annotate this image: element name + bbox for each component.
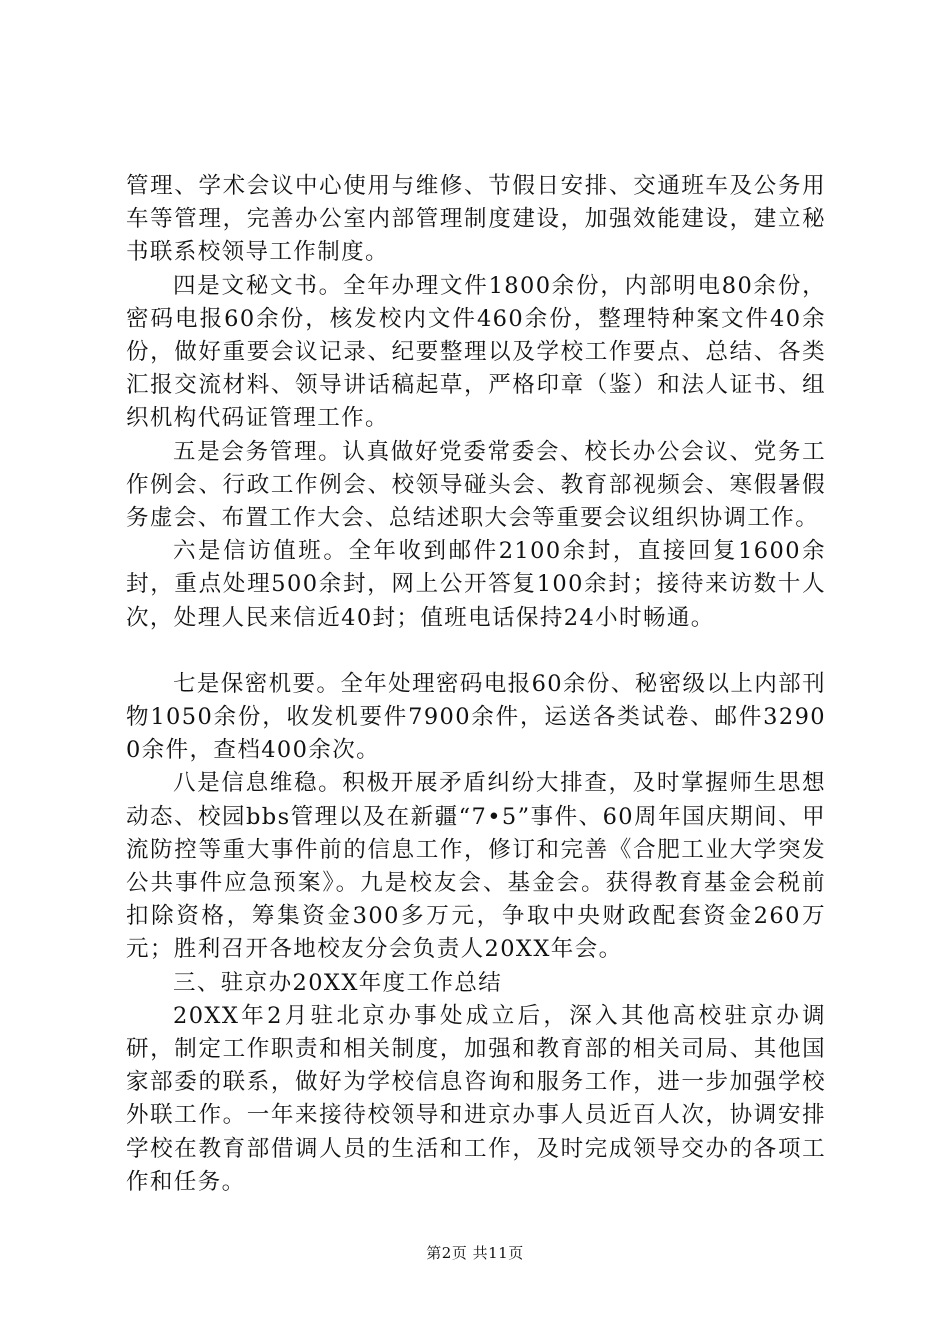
document-body	[126, 170, 826, 1199]
paragraph-meeting-management: 五是会务管理。认真做好党委常委会、校长办公会议、党务工作例会、行政工作例会、校领导碰头会、教育部视频会、寒假暑假务虚会、布置工作大会、总结述职大会等重要会议组织协调工作。	[126, 438, 826, 532]
paragraph-confidential-affairs: 七是保密机要。全年处理密码电报60余份、秘密级以上内部刊物1050余份，收发机要件7900余件，运送各类试卷、邮件32900余件，查档400余次。	[126, 670, 826, 764]
page-number-footer: 第2页 共11页	[426, 1244, 524, 1262]
paragraph-information-stability: 八是信息维稳。积极开展矛盾纠纷大排查，及时掌握师生思想动态、校园bbs管理以及在新疆“7•5”事件、60周年国庆期间、甲流防控等重大事件前的信息工作，修订和完善《合肥工业大学突发公共事件应急预案》。九是校友会、基金会。获得教育基金会税前扣除资格，筹集资金300多万元，争取中央财政配套资金260万元；胜利召开各地校友分会负责人20XX年会。	[126, 770, 826, 963]
paragraph-beijing-office-summary: 20XX年2月驻北京办事处成立后，深入其他高校驻京办调研，制定工作职责和相关制度，加强和教育部的相关司局、其他国家部委的联系，做好为学校信息咨询和服务工作，进一步加强学校外联工作。一年来接待校领导和进京办事人员近百人次，协调安排学校在教育部借调人员的生活和工作，及时完成领导交办的各项工作和任务。	[126, 1002, 826, 1195]
paragraph-petitions-duty: 六是信访值班。全年收到邮件2100余封，直接回复1600余封，重点处理500余封，网上公开答复100余封；接待来访数十人次，处理人民来信近40封；值班电话保持24小时畅通。	[126, 538, 826, 631]
paragraph-secretarial-documents: 四是文秘文书。全年办理文件1800余份，内部明电80余份，密码电报60余份，核发校内文件460余份，整理特种案文件40余份，做好重要会议记录、纪要整理以及学校工作要点、总结、各类汇报交流材料、领导讲话稿起草，严格印章（鉴）和法人证书、组织机构代码证管理工作。	[126, 272, 826, 432]
paragraph-continued-management: 管理、学术会议中心使用与维修、节假日安排、交通班车及公务用车等管理，完善办公室内部管理制度建设，加强效能建设，建立秘书联系校领导工作制度。	[126, 173, 826, 266]
section-heading-beijing-office: 三、驻京办20XX年度工作总结	[173, 969, 503, 996]
